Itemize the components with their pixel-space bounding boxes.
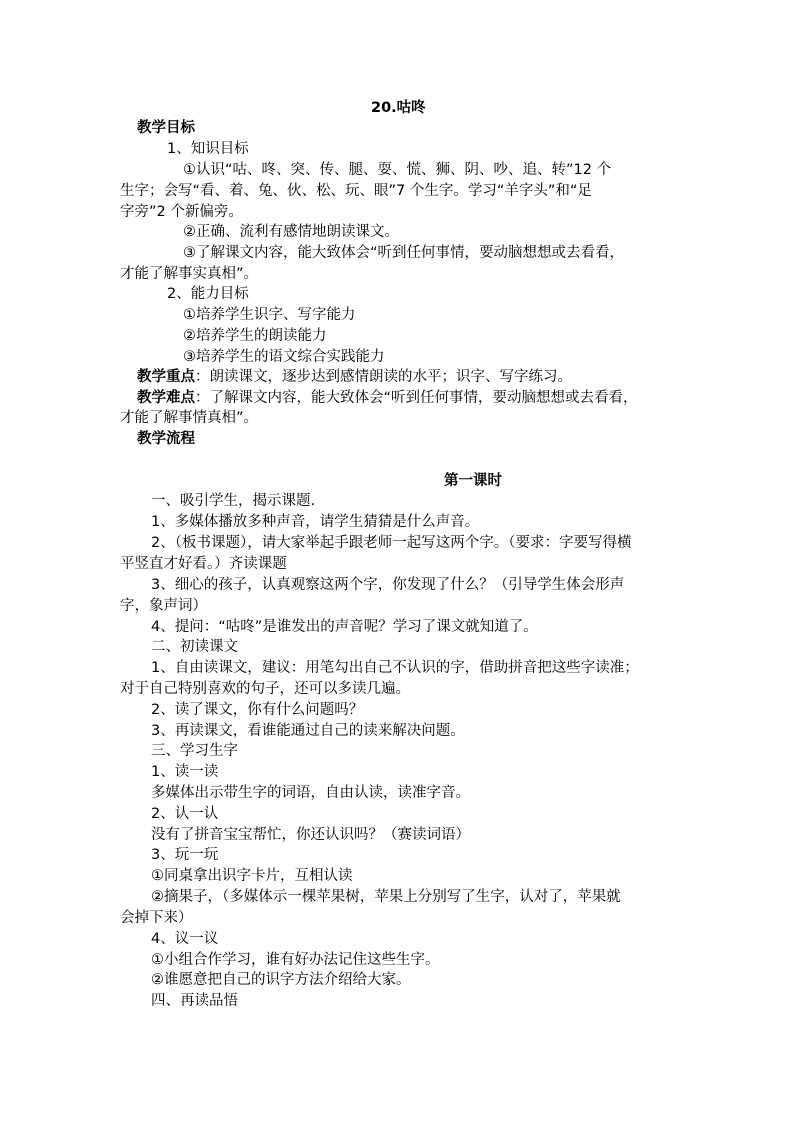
process-line: 没有了拼音宝宝帮忙，你还认识吗？（赛读词语） <box>151 827 470 843</box>
knowledge-heading: 1、知识目标 <box>167 141 249 157</box>
process-line: 2、读了课文，你有什么问题吗？ <box>151 702 364 718</box>
difficulty <box>137 388 638 408</box>
process-line: 4、议一议 <box>151 931 219 947</box>
key-point-text: ：朗读课文，逐步达到感情朗读的水平；识字、写字练习。 <box>195 369 572 385</box>
process-line: 3、再读课文，看谁能通过自己的读来解决问题。 <box>151 723 465 739</box>
process-line: ①同桌拿出识字卡片，互相认读 <box>151 868 353 884</box>
process-line: 1、自由读课文，建议：用笔勾出自己不认识的字，借助拼音把这些字读准； <box>151 660 639 676</box>
process-line: 3、细心的孩子，认真观察这两个字，你发现了什么？（引导学生体会形声 <box>151 577 625 593</box>
process-line: 平竖直才好看。）齐读课题 <box>120 556 287 572</box>
objectives-heading: 教学目标 <box>137 120 195 136</box>
knowledge-line: ③了解课文内容，能大致体会“听到任何事情，要动脑想想或去看看， <box>183 245 625 261</box>
key-point <box>137 367 572 387</box>
section-heading: 四、再读品悟 <box>151 993 238 1009</box>
knowledge-line: 生字；会写“看、着、兔、伙、松、玩、眼”7 个生字。学习“羊字头”和“足 <box>120 183 592 199</box>
knowledge-line: ①认识“咕、咚、突、传、腿、耍、慌、狮、阴、吵、追、转”12 个 <box>183 162 612 178</box>
process-line: 对于自己特别喜欢的句子，还可以多读几遍。 <box>120 681 410 697</box>
page-title: 20.咕咚 <box>371 100 426 116</box>
process-line: 3、玩一玩 <box>151 847 219 863</box>
section-heading: 三、学习生字 <box>151 743 238 759</box>
difficulty-continued: 才能了解事情真相”。 <box>120 410 259 426</box>
process-line: 多媒体出示带生字的词语，自由认读，读准字音。 <box>151 785 470 801</box>
process-line: 1、读一读 <box>151 764 219 780</box>
process-line: ①小组合作学习，谁有好办法记住这些生字。 <box>151 952 440 968</box>
key-point-label: 教学重点 <box>137 369 195 385</box>
lesson-heading: 第一课时 <box>444 473 502 489</box>
section-heading: 一、吸引学生，揭示课题. <box>151 493 316 509</box>
knowledge-line: ②正确、流利有感情地朗读课文。 <box>183 224 399 240</box>
process-line: 会掉下来） <box>120 910 193 926</box>
process-line: 字，象声词） <box>120 598 207 614</box>
difficulty-label: 教学难点 <box>137 390 195 406</box>
ability-line: ③培养学生的语文综合实践能力 <box>183 349 385 365</box>
process-line: 4、提问：“咕咚”是谁发出的声音呢？学习了课文就知道了。 <box>151 619 538 635</box>
ability-line: ①培养学生识字、写字能力 <box>183 307 356 323</box>
knowledge-line: 字旁”2 个新偏旁。 <box>120 204 243 220</box>
ability-line: ②培养学生的朗读能力 <box>183 328 327 344</box>
process-line: ②摘果子，（多媒体示一棵苹果树，苹果上分别写了生字，认对了，苹果就 <box>151 889 621 905</box>
difficulty-text: ：了解课文内容，能大致体会“听到任何事情，要动脑想想或去看看， <box>195 390 638 406</box>
process-line: 2、认一认 <box>151 806 219 822</box>
section-heading: 二、初读课文 <box>151 639 238 655</box>
process-line: 2、（板书课题），请大家举起手跟老师一起写这两个字。（要求：字要写得横 <box>151 535 632 551</box>
ability-heading: 2、能力目标 <box>167 286 249 302</box>
process-line: 1、多媒体播放多种声音，请学生猜猜是什么声音。 <box>151 514 480 530</box>
process-line: ②谁愿意把自己的识字方法介绍给大家。 <box>151 972 411 988</box>
process-heading: 教学流程 <box>137 431 195 447</box>
knowledge-line: 才能了解事实真相”。 <box>120 266 259 282</box>
